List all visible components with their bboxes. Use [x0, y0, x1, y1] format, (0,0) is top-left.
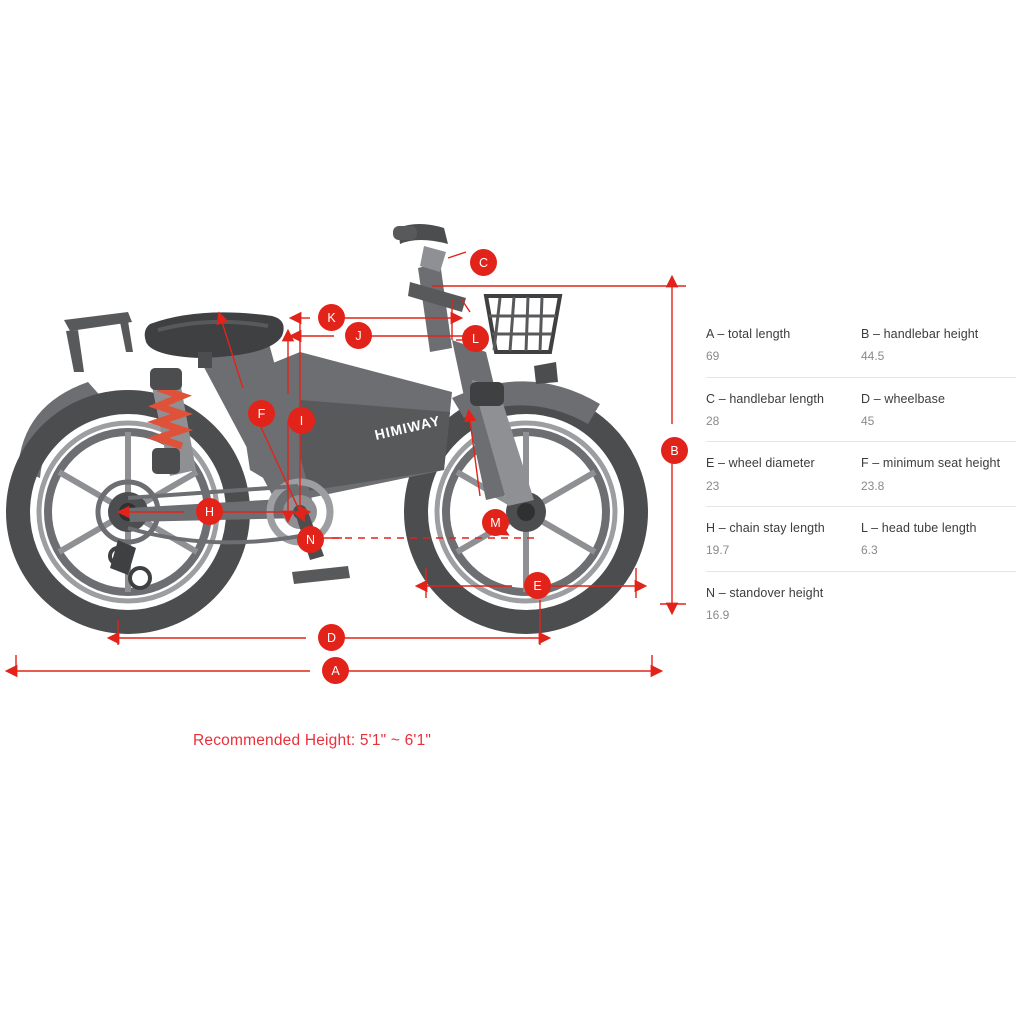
spec-value: 6.3 [861, 543, 878, 558]
callout-badge-M [482, 509, 509, 536]
spec-row [706, 325, 1016, 378]
spec-label: B – handlebar height [861, 327, 979, 341]
spec-value: 19.7 [706, 543, 730, 558]
callout-label: B [670, 443, 679, 458]
spec-label: E – wheel diameter [706, 456, 815, 471]
spec-label: H – chain stay length [706, 521, 825, 536]
callout-label: A [331, 663, 340, 678]
spec-value: 44.5 [861, 349, 885, 364]
spec-cell-e [706, 454, 861, 494]
callout-label: I [299, 413, 304, 428]
spec-cell-c [706, 390, 861, 430]
spec-cell-a [706, 325, 861, 365]
callout-label: N [305, 532, 316, 547]
spec-value: 23 [706, 478, 720, 493]
spec-label: C – handlebar length [706, 391, 825, 406]
callout-badge-D [318, 624, 345, 651]
spec-cell-f [861, 454, 1016, 494]
callout-badge-A [322, 657, 349, 684]
callout-badge-K [318, 304, 345, 331]
spec-label: D – wheelbase [861, 391, 945, 406]
spec-row [706, 584, 1016, 636]
callout-badge-F [248, 400, 275, 427]
recommended-height-caption: Recommended Height: 5'1" ~ 6'1" [193, 732, 432, 749]
callout-badge-J [345, 322, 372, 349]
spec-cell-h [706, 519, 861, 559]
spec-cell-l [861, 519, 1016, 559]
spec-row [706, 519, 1016, 572]
spec-row [706, 390, 1016, 443]
spec-value: 45 [861, 413, 875, 428]
spec-cell-n [706, 584, 861, 624]
spec-cell-d [861, 390, 1016, 430]
spec-label: A – total length [706, 327, 791, 341]
callout-label: E [533, 578, 542, 593]
spec-label: F – minimum seat height [861, 456, 1001, 471]
callout-label: F [257, 406, 266, 421]
svg-text:HIMIWAY: HIMIWAY [373, 412, 443, 443]
callout-label: H [204, 504, 215, 519]
callout-badge-B [661, 437, 688, 464]
spec-value: 23.8 [861, 478, 885, 493]
bike-illustration [18, 224, 636, 622]
spec-cell-b [861, 325, 1016, 365]
spec-value: 69 [706, 349, 720, 364]
callout-label: L [472, 331, 479, 346]
spec-table [706, 325, 1016, 648]
spec-value: 28 [706, 413, 720, 428]
spec-value: 16.9 [706, 608, 730, 622]
callout-badge-E [524, 572, 551, 599]
spec-label: N – standover height [706, 585, 824, 600]
callout-badge-H [196, 498, 223, 525]
spec-label: L – head tube length [861, 521, 977, 536]
callout-badge-I [288, 407, 315, 434]
callout-label: C [478, 255, 489, 270]
callout-label: K [327, 310, 336, 325]
callout-badge-L [462, 325, 489, 352]
callout-label: J [355, 328, 362, 343]
callout-label: D [326, 630, 337, 645]
callout-badge-C [470, 249, 497, 276]
callout-badge-N [297, 526, 324, 553]
callout-label: M [490, 515, 501, 530]
spec-row [706, 454, 1016, 507]
